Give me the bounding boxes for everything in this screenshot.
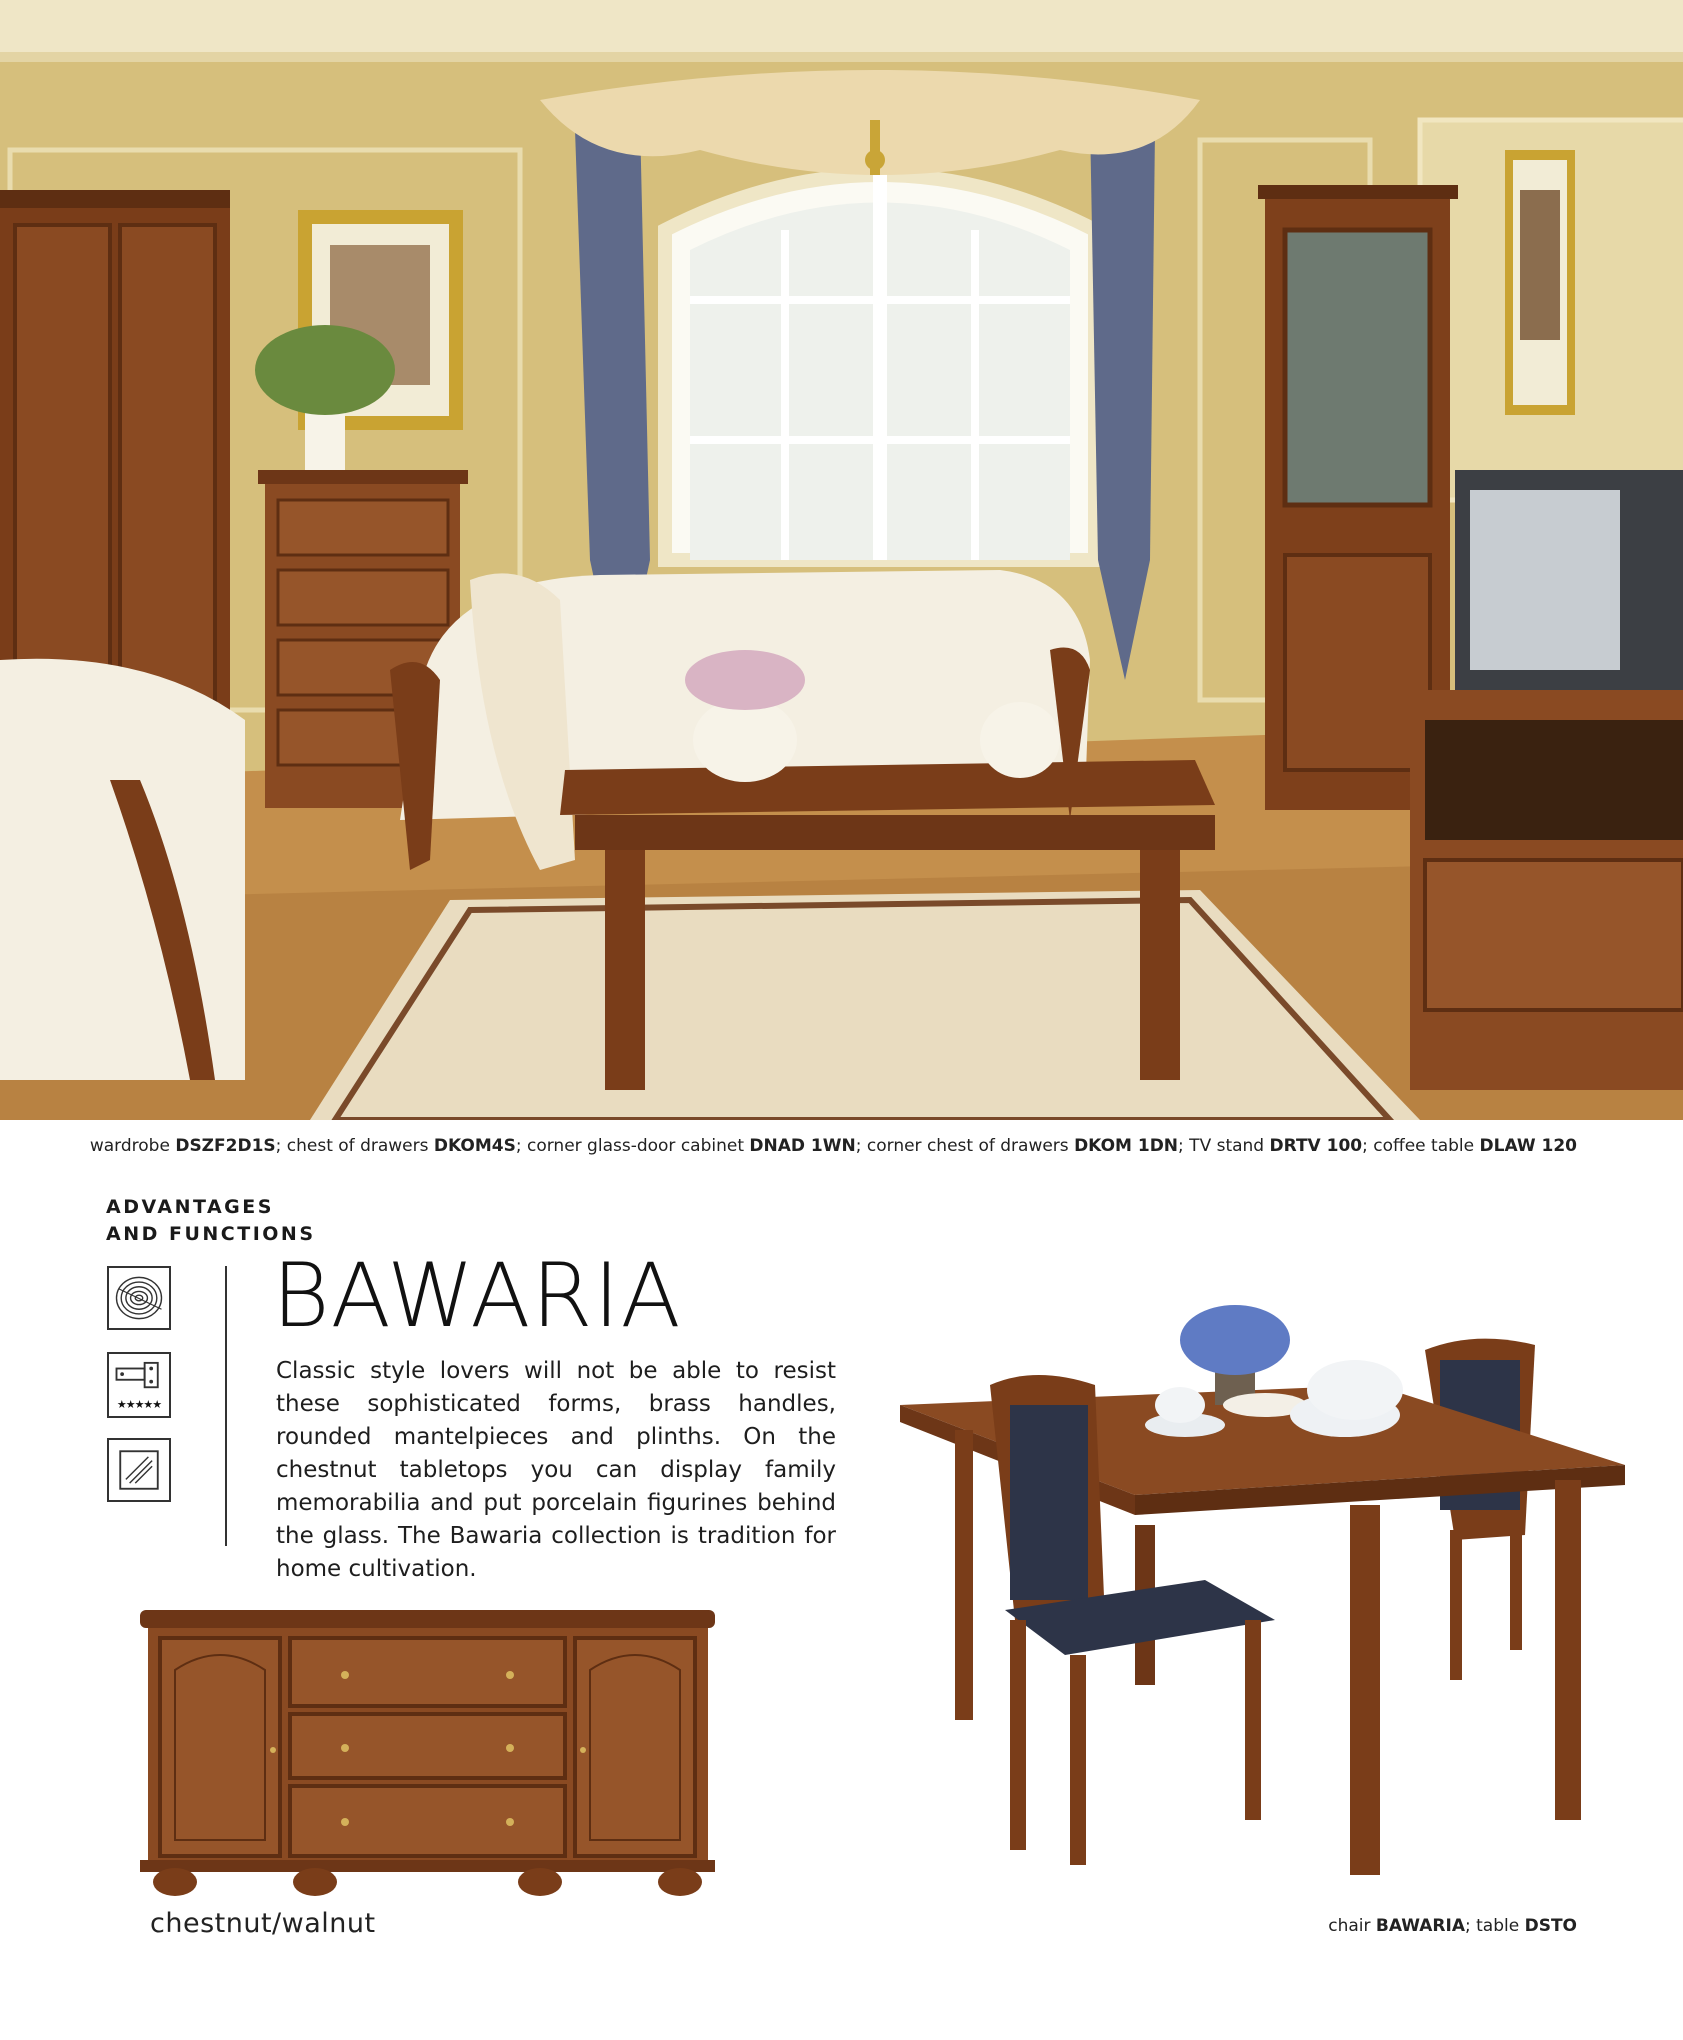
caption-text: ; table <box>1465 1916 1525 1936</box>
glass-icon <box>107 1438 171 1502</box>
advantages-heading-line1: ADVANTAGES <box>106 1196 274 1218</box>
caption-text: ; corner chest of drawers <box>855 1136 1075 1156</box>
caption-code: DNAD 1WN <box>749 1136 856 1156</box>
sideboard-photo <box>140 1610 720 1900</box>
caption-code: DSTO <box>1524 1916 1577 1936</box>
caption-code: DKOM 1DN <box>1074 1136 1179 1156</box>
caption-code: DKOM4S <box>433 1136 516 1156</box>
caption-text: ; coffee table <box>1362 1136 1480 1156</box>
caption-text: ; TV stand <box>1178 1136 1270 1156</box>
collection-title: BAWARIA <box>272 1244 682 1347</box>
caption-code: DRTV 100 <box>1269 1136 1363 1156</box>
dining-caption <box>1328 1916 1577 1936</box>
caption-text: wardrobe <box>89 1136 176 1156</box>
finish-label: chestnut/walnut <box>150 1908 376 1939</box>
hero-caption <box>90 1136 1577 1156</box>
hinge-rating-stars: ★★★★★ <box>116 1398 162 1411</box>
caption-code: DSZF2D1S <box>175 1136 276 1156</box>
caption-text: chair <box>1328 1916 1376 1936</box>
caption-code: DLAW 120 <box>1479 1136 1577 1156</box>
wood-grain-icon <box>107 1266 171 1330</box>
advantages-heading <box>106 1194 316 1248</box>
advantages-heading-line2: AND FUNCTIONS <box>106 1223 316 1245</box>
caption-code: BAWARIA <box>1375 1916 1465 1936</box>
divider-line <box>225 1266 227 1546</box>
hinge-rating-icon <box>107 1352 171 1418</box>
caption-text: ; chest of drawers <box>275 1136 434 1156</box>
dining-set-photo <box>895 1290 1635 1890</box>
collection-description: Classic style lovers will not be able to resist these sophisticated forms, brass handles, rounded mantelpieces and plinths. On the chestnut tabletops you can display family memorabilia and put porcelain figurines behind the glass. The Bawaria collection is tradition for home cultivation. <box>276 1358 836 1582</box>
caption-text: ; corner glass-door cabinet <box>515 1136 750 1156</box>
